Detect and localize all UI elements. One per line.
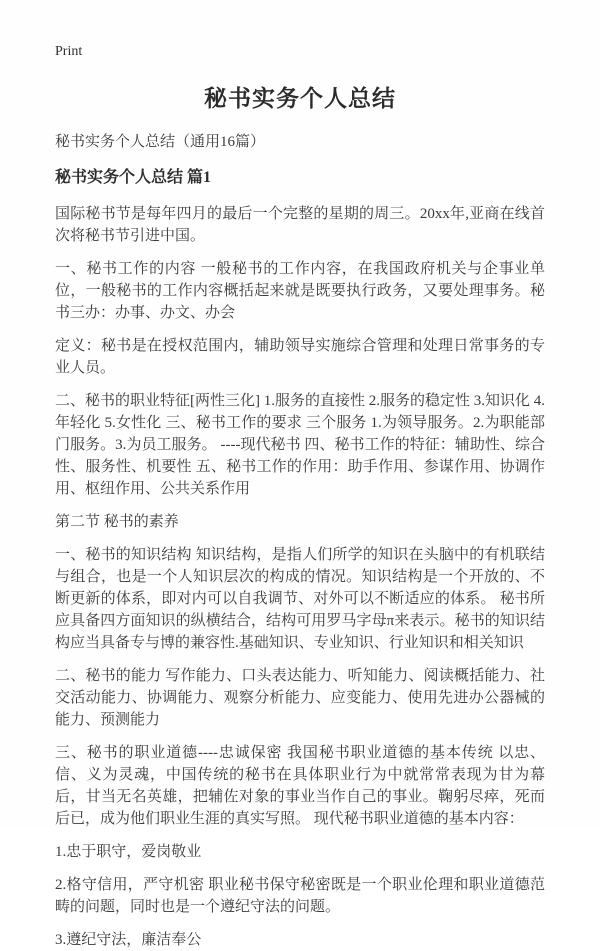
paragraph-intro: 国际秘书节是每年四月的最后一个完整的星期的周三。20xx年,亚商在线首次将秘书节引进中国。 (55, 206, 545, 244)
paragraph-career-traits: 二、秘书的职业特征[两性三化] 1.服务的直接性 2.服务的稳定性 3.知识化 4.年轻化 5.女性化 三、秘书工作的要求 三个服务 1.为领导服务。2.为职能部门服务。3.为员工服务。 ----现代秘书 四、秘书工作的特征：辅助性、综合性、服务性、机要性 五、秘书工作的作用：助手作用、参谋作用、协调作用、枢纽作用、公共关系作用 (55, 393, 545, 497)
paragraph-knowledge-structure: 一、秘书的知识结构 知识结构，是指人们所学的知识在头脑中的有机联结与组合，也是一个人知识层次的构成的情况。知识结构是一个开放的、不断更新的体系，即对内可以自我调节、对外可以不断适应的体系。 秘书所应具备四方面知识的纵横结合，结构可用罗马字母π来表示。秘书的知识结构应当具备专与博的兼容性.基础知识、专业知识、行业知识和相关知识 (55, 547, 545, 651)
section-heading-part1: 秘书实务个人总结 篇1 (55, 169, 212, 186)
paragraph-abilities: 二、秘书的能力 写作能力、口头表达能力、听知能力、阅读概括能力、社交活动能力、协调能力、观察分析能力、应变能力、使用先进办公器械的能力、预测能力 (55, 668, 545, 728)
paragraph-professional-ethics: 三、秘书的职业道德----忠诚保密 我国秘书职业道德的基本传统 以忠、信、义为灵魂，中国传统的秘书在具体职业行为中就常常表现为甘为幕后，甘当无名英雄，把辅佐对象的事业当作自己的事业。鞠躬尽瘁，死而后已，成为他们职业生涯的真实写照。 现代秘书职业道德的基本内容： (55, 745, 545, 827)
document-title: 秘书实务个人总结 (204, 86, 396, 111)
paragraph-section2-title: 第二节 秘书的素养 (55, 514, 179, 530)
print-link[interactable]: Print (55, 44, 83, 59)
paragraph-work-content: 一、秘书工作的内容 一般秘书的工作内容，在我国政府机关与企事业单位，一般秘书的工作内容概括起来就是既要执行政务，又要处理事务。秘书三办：办事、办文、办会 (55, 261, 545, 321)
paragraph-definition: 定义：秘书是在授权范围内，辅助领导实施综合管理和处理日常事务的专业人员。 (55, 338, 545, 376)
paragraph-ethics-item-1: 1.忠于职守，爱岗敬业 (55, 844, 202, 860)
document-subtitle: 秘书实务个人总结（通用16篇） (55, 134, 266, 150)
paragraph-ethics-item-3: 3.遵纪守法，廉洁奉公 (55, 932, 202, 948)
paragraph-ethics-item-2: 2.格守信用，严守机密 职业秘书保守秘密既是一个职业伦理和职业道德范畴的问题，同时也是一个遵纪守法的问题。 (55, 877, 545, 915)
